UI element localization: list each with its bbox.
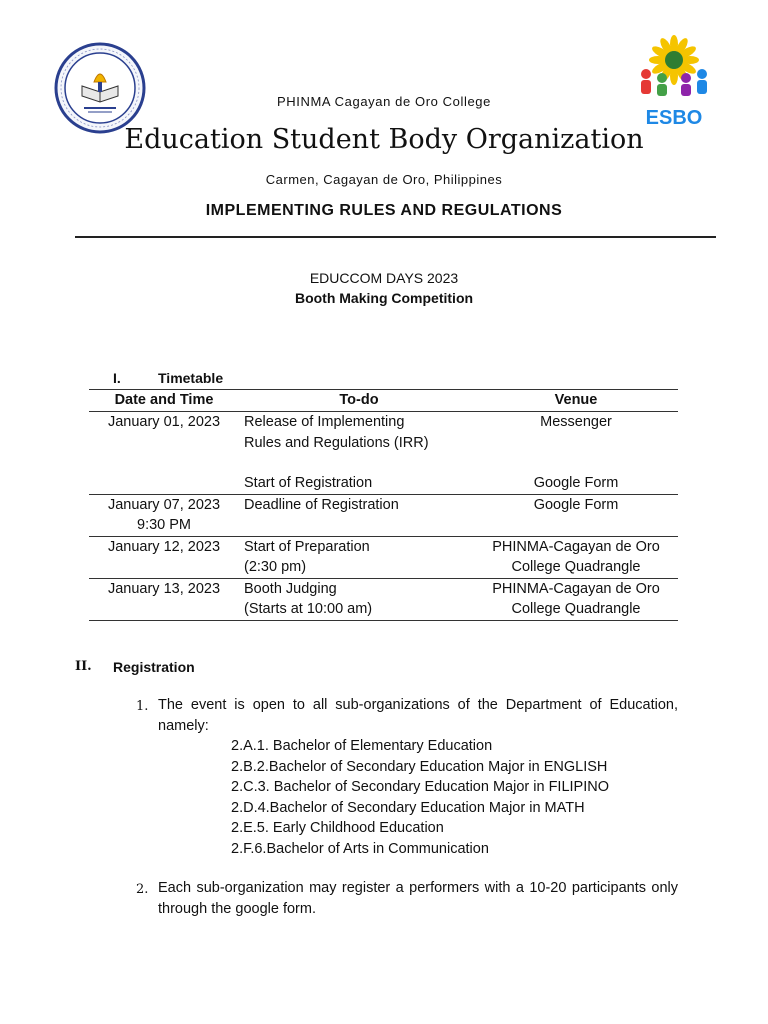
table-cell-todo: Release of Implementing Rules and Regulations (IRR) Start of Registration	[239, 412, 474, 495]
list-subitem: 2.E.5. Early Childhood Education	[231, 820, 444, 836]
timetable	[89, 389, 678, 621]
table-row	[89, 412, 678, 495]
list-item-text: The event is open to all sub-organizations of the Department of Education, namely:	[158, 697, 678, 734]
list-subitem: 2.F.6.Bachelor of Arts in Communication	[231, 841, 489, 857]
table-row	[89, 494, 678, 536]
table-cell-venue: Messenger Google Form	[474, 412, 678, 495]
column-header-todo: To-do	[239, 390, 474, 412]
table-header-row	[89, 390, 678, 412]
table-cell-venue: PHINMA-Cagayan de Oro College Quadrangle	[474, 536, 678, 578]
table-cell-venue: PHINMA-Cagayan de Oro College Quadrangle	[474, 578, 678, 620]
table-cell-todo: Start of Preparation (2:30 pm)	[239, 536, 474, 578]
table-cell-todo: Deadline of Registration	[239, 494, 474, 536]
organization-title: Education Student Body Organization	[124, 124, 644, 155]
esbo-logo-text: ESBO	[645, 107, 703, 129]
address: Carmen, Cagayan de Oro, Philippines	[265, 172, 503, 187]
header-divider	[75, 236, 716, 238]
list-subitem: 2.D.4.Bachelor of Secondary Education Major in MATH	[231, 800, 585, 816]
list-item-number: 1.	[136, 699, 149, 714]
list-subitem: 2.A.1. Bachelor of Elementary Education	[231, 738, 493, 754]
section-title: Registration	[113, 659, 195, 675]
section-number: II.	[75, 659, 92, 674]
table-cell-date: January 01, 2023	[89, 412, 239, 495]
document-title: IMPLEMENTING RULES AND REGULATIONS	[205, 202, 563, 219]
list-subitem: 2.B.2.Bachelor of Secondary Education Major in ENGLISH	[231, 759, 608, 775]
table-row	[89, 536, 678, 578]
esbo-logo	[624, 32, 724, 132]
college-seal-logo	[54, 42, 146, 134]
list-subitem: 2.C.3. Bachelor of Secondary Education Major in FILIPINO	[231, 779, 609, 795]
table-cell-date: January 13, 2023	[89, 578, 239, 620]
table-cell-date: January 07, 2023 9:30 PM	[89, 494, 239, 536]
section-number: I.	[113, 370, 121, 386]
college-name: PHINMA Cagayan de Oro College	[277, 94, 491, 109]
column-header-venue: Venue	[474, 390, 678, 412]
column-header-date: Date and Time	[89, 390, 239, 412]
table-cell-date: January 12, 2023	[89, 536, 239, 578]
list-item-number: 2.	[136, 882, 149, 897]
table-cell-venue: Google Form	[474, 494, 678, 536]
table-row	[89, 578, 678, 620]
table-cell-todo: Booth Judging (Starts at 10:00 am)	[239, 578, 474, 620]
event-name: EDUCCOM DAYS 2023	[309, 270, 459, 286]
section-title: Timetable	[158, 370, 224, 386]
competition-name: Booth Making Competition	[294, 290, 474, 306]
list-item-text: Each sub-organization may register a performers with a 10-20 participants only through the google form.	[158, 880, 678, 917]
